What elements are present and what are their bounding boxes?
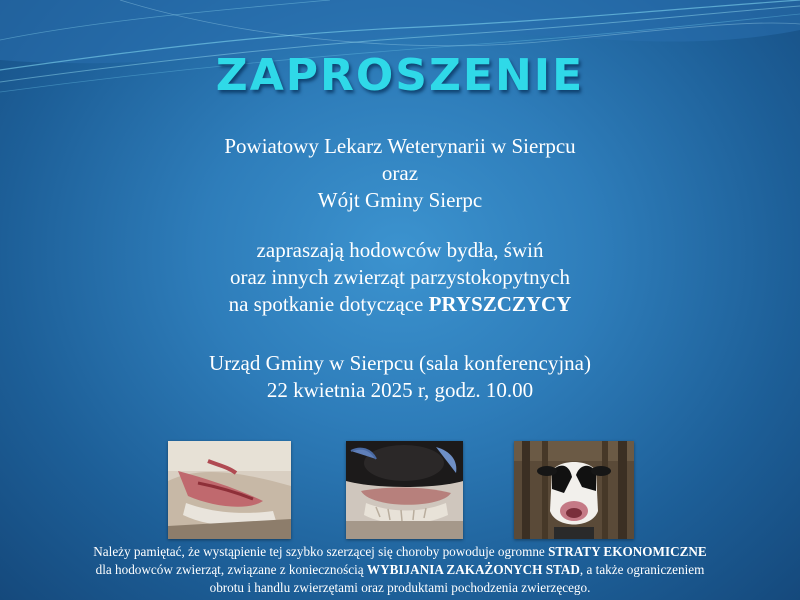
invitation-line: oraz innych zwierząt parzystokopytnych	[230, 265, 570, 289]
invitation-line: zapraszają hodowców bydła, świń	[256, 238, 544, 262]
invitation-prefix: na spotkanie dotyczące	[228, 292, 429, 316]
venue-place: Urząd Gminy w Sierpcu (sala konferencyjna)	[209, 351, 591, 375]
footer-line: obrotu i handlu zwierzętami oraz produktami pochodzenia zwierzęcego.	[209, 580, 591, 595]
invitation-text	[0, 237, 800, 318]
footer-line	[0, 543, 800, 561]
disease-name: PRYSZCZYCY	[428, 292, 572, 316]
organizer-line: Wójt Gminy Sierpc	[317, 188, 483, 212]
invitation-line	[0, 291, 800, 318]
footer-warning	[0, 543, 800, 597]
footer-emphasis: WYBIJANIA ZAKAŻONYCH STAD	[366, 562, 580, 577]
calf-photo	[514, 441, 634, 539]
organizer-conjunction: oraz	[381, 161, 419, 185]
footer-text: , a także ograniczeniem	[579, 562, 705, 577]
page-title: ZAPROSZENIE	[215, 50, 585, 101]
footer-line	[0, 561, 800, 579]
venue	[0, 350, 800, 404]
sheep-mouth-lesion-photo	[168, 441, 291, 539]
organizer-line: Powiatowy Lekarz Weterynarii w Sierpcu	[224, 134, 576, 158]
footer-text: Należy pamiętać, że wystąpienie tej szybko szerzącej się choroby powoduje ogromne	[93, 544, 549, 559]
venue-datetime: 22 kwietnia 2025 r, godz. 10.00	[266, 378, 534, 402]
cattle-mouth-lesion-photo	[346, 441, 463, 539]
organizers	[0, 133, 800, 214]
footer-text: dla hodowców zwierząt, związane z koniecznością	[95, 562, 367, 577]
footer-emphasis: STRATY EKONOMICZNE	[548, 544, 707, 559]
